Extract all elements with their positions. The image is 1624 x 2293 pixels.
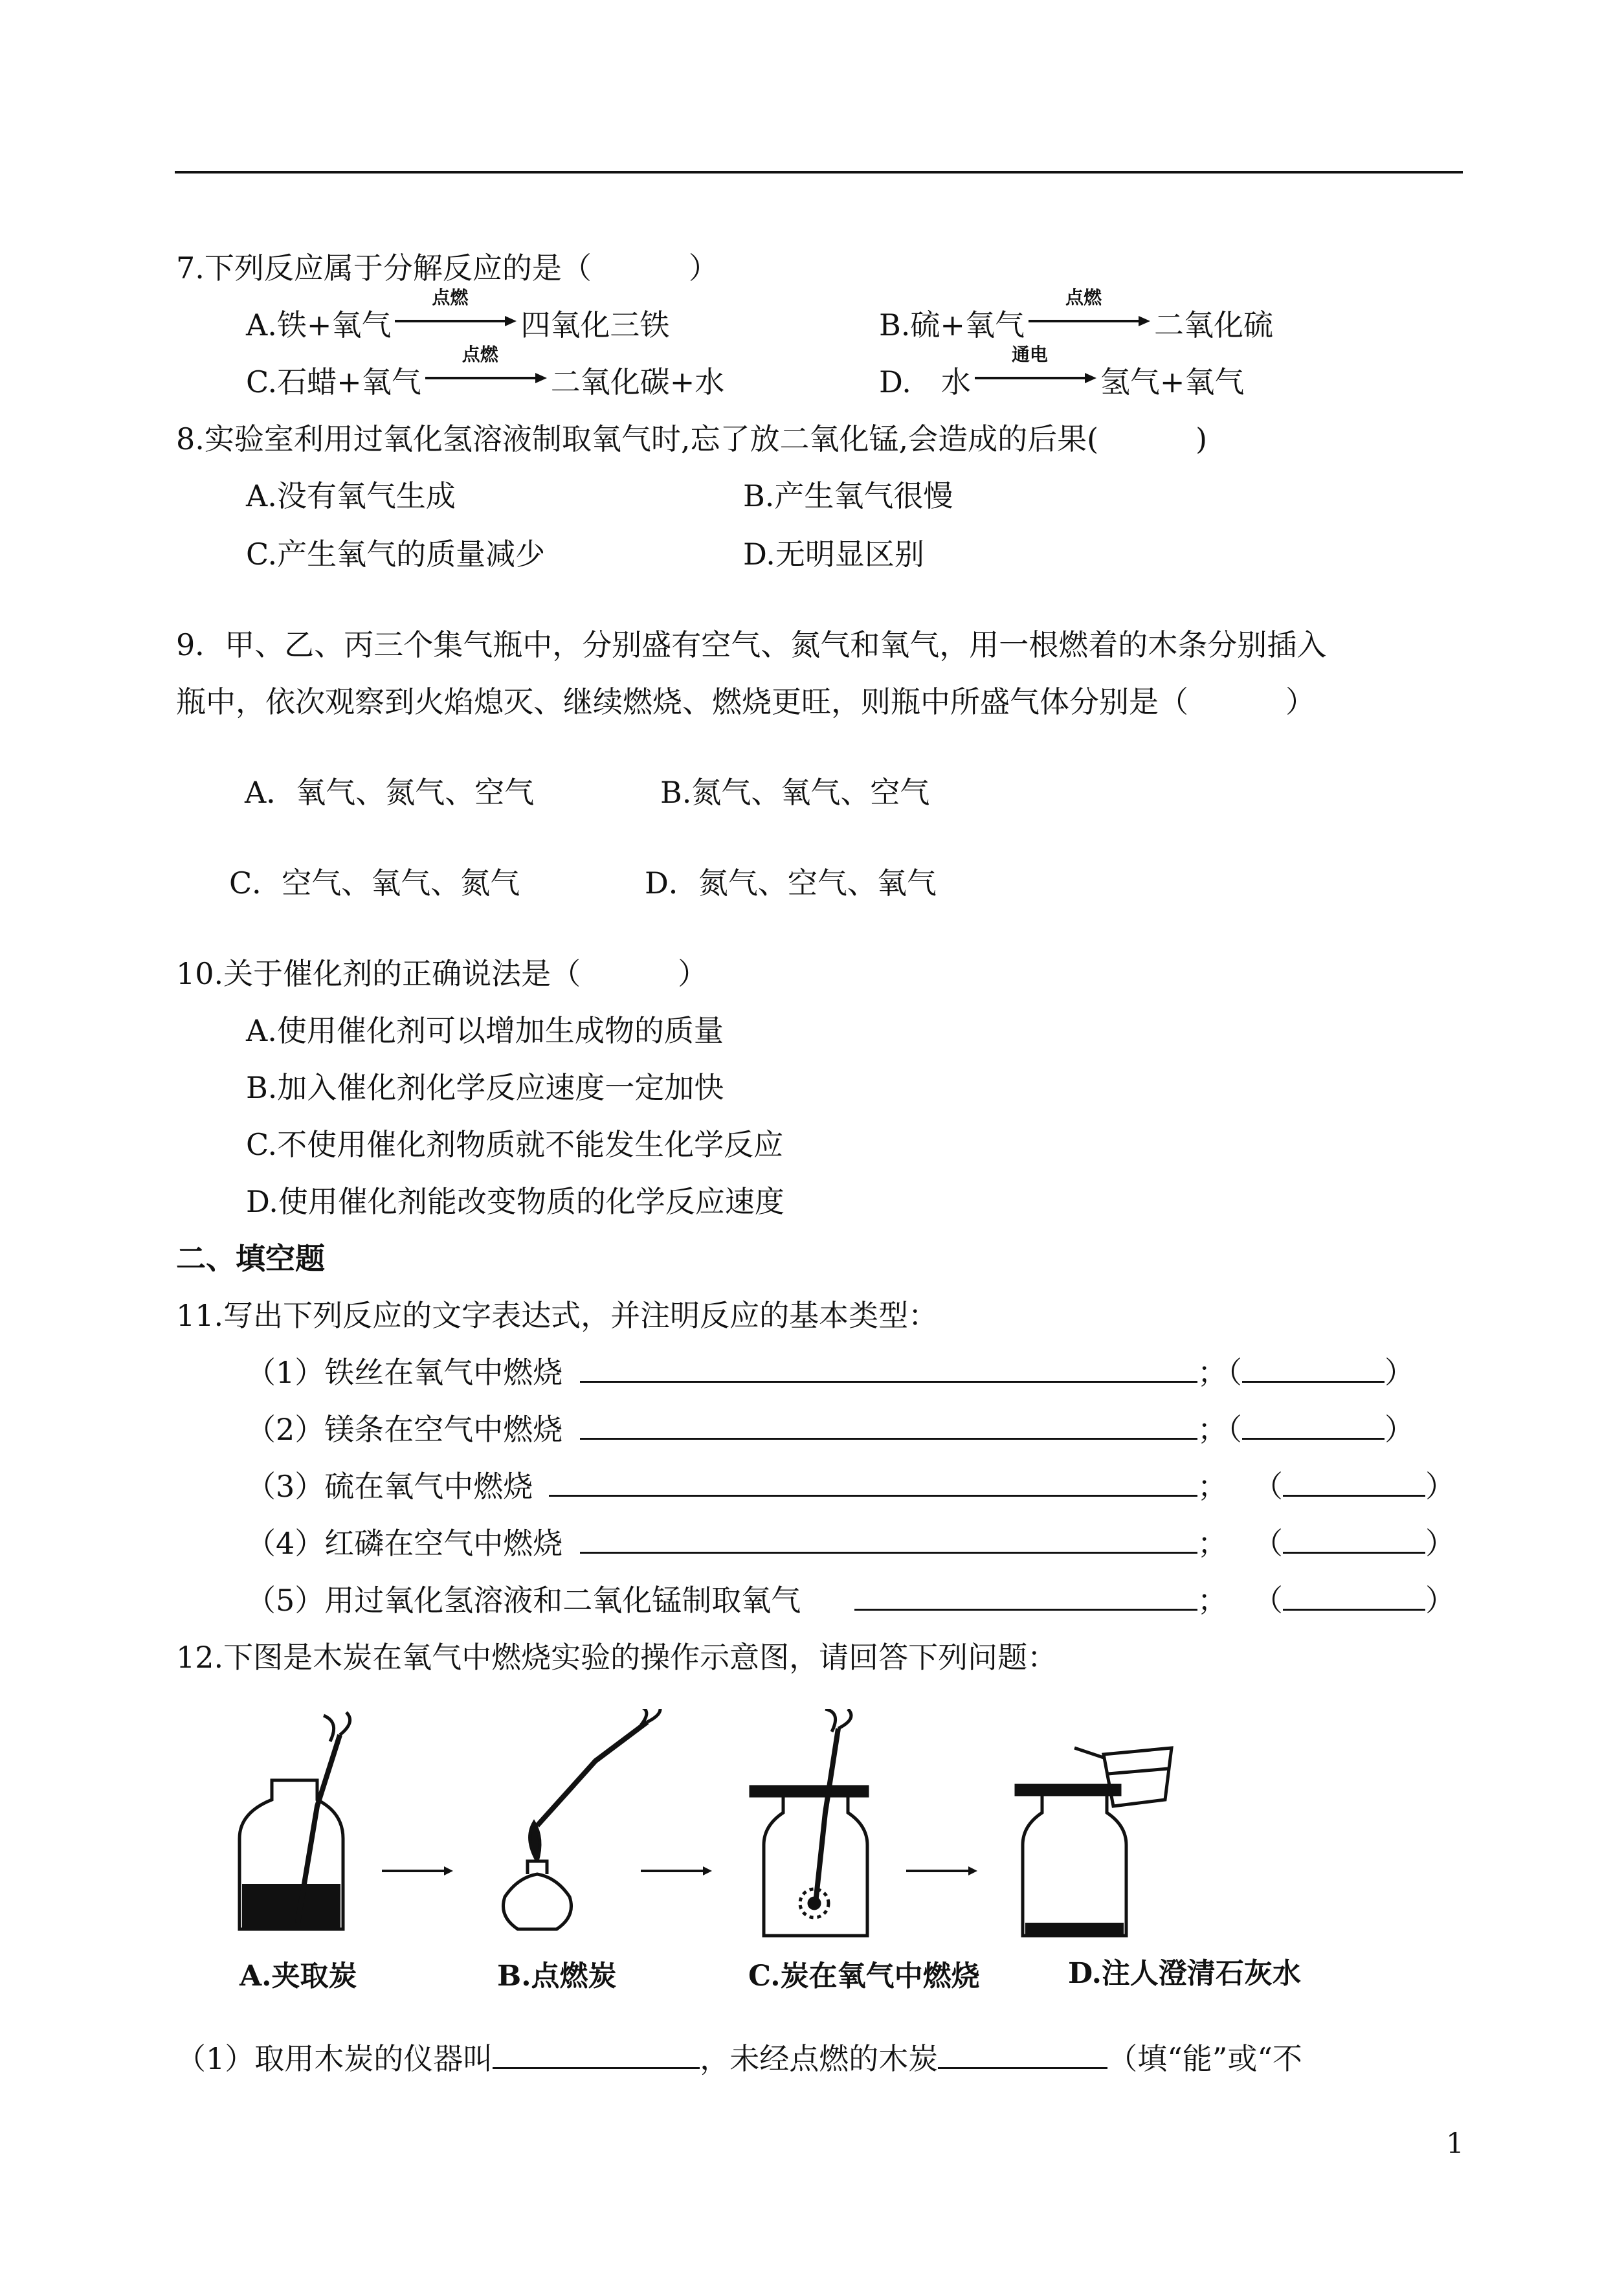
q8-option-c: C.产生氧气的质量减少 [246, 537, 546, 572]
header-rule [175, 171, 1463, 173]
q7-option-c: C.石蜡+氧气 点燃 二氧化碳+水 [246, 344, 725, 399]
q9-stem-line2: 瓶中，依次观察到火焰熄灭、继续燃烧、燃烧更旺，则瓶中所盛气体分别是（ ） [176, 684, 1315, 719]
step-arrow [641, 1866, 712, 1875]
q11-item-2: （2）镁条在空气中燃烧 ；（ ） [246, 1412, 1414, 1447]
q8-option-a: A.没有氧气生成 [246, 478, 456, 513]
type-blank[interactable] [1283, 1468, 1425, 1497]
page-number: 1 [1446, 2127, 1464, 2160]
q8-option-d: D.无明显区别 [743, 537, 924, 572]
step-arrow [382, 1866, 453, 1875]
figure-caption-d: D.注人澄清石灰水 [1068, 1957, 1301, 1990]
type-blank[interactable] [1242, 1411, 1385, 1440]
q9-stem-line1: 9．甲、乙、丙三个集气瓶中，分别盛有空气、氮气和氧气，用一根燃着的木条分别插入 [176, 627, 1327, 662]
q12-stem: 12.下图是木炭在氧气中燃烧实验的操作示意图，请回答下列问题： [176, 1640, 1058, 1675]
figure-caption-c: C.炭在氧气中燃烧 [748, 1960, 980, 1993]
reaction-arrow: 点燃 [425, 366, 547, 392]
answer-blank[interactable] [854, 1582, 1197, 1611]
q7-stem: 7.下列反应属于分解反应的是（ ） [176, 251, 718, 285]
q10-option-c: C.不使用催化剂物质就不能发生化学反应 [246, 1127, 784, 1162]
q10-option-a: A.使用催化剂可以增加生成物的质量 [246, 1013, 724, 1048]
limewater-pouring [1016, 1748, 1172, 1936]
answer-blank[interactable] [580, 1411, 1197, 1440]
q11-item-3: （3）硫在氧气中燃烧 ； （ ） [246, 1469, 1455, 1504]
q7-option-b: B.硫+氧气 点燃 二氧化硫 [879, 287, 1273, 342]
answer-blank[interactable] [580, 1525, 1197, 1554]
q9-option-b: B.氮气、氧气、空气 [660, 775, 930, 810]
q10-stem: 10.关于催化剂的正确说法是（ ） [176, 956, 708, 991]
type-blank[interactable] [1283, 1582, 1425, 1611]
figure-caption-a: A.夹取炭 [239, 1960, 357, 1993]
q11-item-1: （1）铁丝在氧气中燃烧 ；（ ） [246, 1355, 1414, 1390]
reaction-arrow: 通电 [975, 366, 1096, 392]
q8-stem: 8.实验室利用过氧化氢溶液制取氧气时,忘了放二氧化锰,会造成的后果( ) [176, 421, 1208, 456]
answer-blank[interactable] [580, 1354, 1197, 1383]
q7-option-a: A.铁+氧气 点燃 四氧化三铁 [246, 287, 670, 342]
q7-option-d: D. 水 通电 氢气+氧气 [879, 344, 1245, 399]
q9-option-c: C．空气、氧气、氮气 [229, 866, 520, 900]
q10-option-d: D.使用催化剂能改变物质的化学反应速度 [246, 1184, 784, 1219]
q10-option-b: B.加入催化剂化学反应速度一定加快 [246, 1070, 724, 1105]
bottle-with-charcoal [239, 1712, 350, 1929]
instrument-blank[interactable] [493, 2040, 700, 2069]
type-blank[interactable] [1242, 1354, 1385, 1383]
q8-option-b: B.产生氧气很慢 [743, 478, 953, 513]
q11-item-5: （5）用过氧化氢溶液和二氧化锰制取氧气 ； （ ） [246, 1583, 1455, 1618]
figure-caption-b: B.点燃炭 [497, 1960, 617, 1993]
can-cannot-blank[interactable] [938, 2040, 1107, 2069]
answer-blank[interactable] [549, 1468, 1197, 1497]
q12-sub1: （1）取用木炭的仪器叫 ，未经点燃的木炭 （填“能”或“不 [176, 2041, 1302, 2076]
q9-option-a: A．氧气、氮气、空气 [245, 775, 535, 810]
q9-option-d: D．氮气、空气、氧气 [645, 866, 937, 900]
oxygen-bottle-burning [751, 1709, 867, 1936]
reaction-arrow: 点燃 [395, 309, 517, 335]
q11-item-4: （4）红磷在空气中燃烧 ； （ ） [246, 1526, 1455, 1561]
reaction-arrow: 点燃 [1029, 309, 1150, 335]
type-blank[interactable] [1283, 1525, 1425, 1554]
q11-stem: 11.写出下列反应的文字表达式，并注明反应的基本类型： [176, 1298, 939, 1333]
experiment-figure [233, 1709, 1333, 1971]
step-arrow [906, 1866, 977, 1875]
section-heading: 二、填空题 [176, 1241, 325, 1276]
alcohol-lamp [504, 1709, 661, 1929]
